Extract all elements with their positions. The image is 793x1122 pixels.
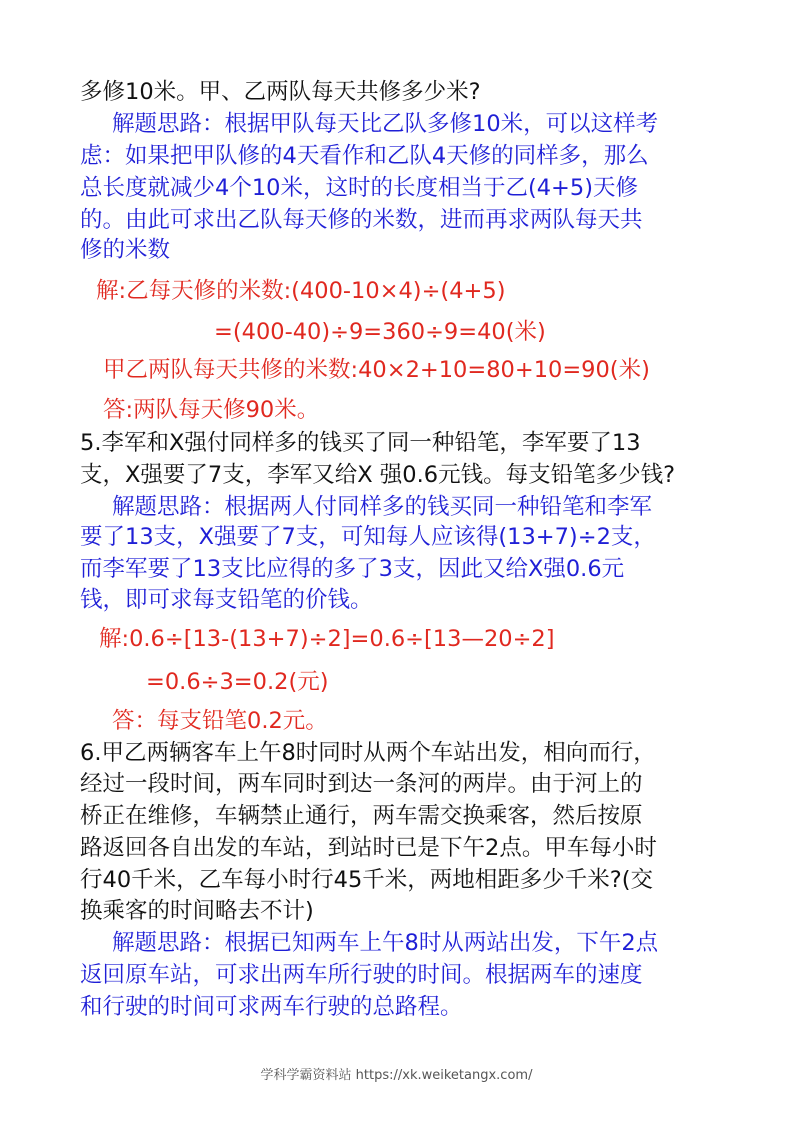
solution-line-5: =0.6÷3=0.2(元) — [146, 669, 329, 695]
question-6-line-2: 经过一段时间，两车同时到达一条河的两岸。由于河上的 — [80, 771, 643, 797]
question-6-line-1: 6.甲乙两辆客车上午8时同时从两个车站出发，相向而行， — [80, 740, 656, 766]
text-line-7: 解题思路：根据两人付同样多的钱买同一种铅笔和李军 — [112, 494, 653, 520]
answer-line-2: 答：每支铅笔0.2元。 — [112, 708, 328, 734]
text-line-2: 解题思路：根据甲队每天比乙队多修10米，可以这样考 — [112, 111, 659, 137]
question-6-line-6: 换乘客的时间略去不计) — [80, 898, 314, 924]
question-6-line-4: 路返回各自出发的车站，到站时已是下午2点。甲车每小时 — [80, 835, 657, 861]
text-line-4: 总长度就减少4个10米，这时的长度相当于乙(4+5)天修 — [80, 175, 638, 201]
question-6-line-5: 行40千米，乙车每小时行45千米，两地相距多少千米?(交 — [80, 867, 653, 893]
text-line-10: 钱，即可求每支铅笔的价钱。 — [80, 587, 373, 613]
text-line-6: 修的米数 — [80, 237, 171, 263]
text-line-5: 的。由此可求出乙队每天修的米数，进而再求两队每天共 — [80, 207, 643, 233]
question-6-line-3: 桥正在维修，车辆禁止通行，两车需交换乘客，然后按原 — [80, 803, 643, 829]
question-5-line-2: 支，X强要了7支，李军又给X 强0.6元钱。每支铅笔多少钱? — [80, 462, 676, 488]
text-line-1: 多修10米。甲、乙两队每天共修多少米? — [80, 79, 481, 105]
solution-line-2: =(400-40)÷9=360÷9=40(米) — [214, 319, 546, 345]
text-line-9: 而李军要了13支比应得的多了3支，因此又给X强0.6元 — [80, 556, 625, 582]
solution-line-4: 解:0.6÷[13-(13+7)÷2]=0.6÷[13—20÷2] — [99, 626, 555, 652]
answer-line-1: 答:两队每天修90米。 — [103, 397, 320, 423]
question-5-line-1: 5.李军和X强付同样多的钱买了同一种铅笔，李军要了13 — [80, 430, 641, 456]
text-line-12: 返回原车站，可求出两车所行驶的时间。根据两车的速度 — [80, 962, 643, 988]
text-line-13: 和行驶的时间可求两车行驶的总路程。 — [80, 994, 463, 1020]
solution-line-3: 甲乙两队每天共修的米数:40×2+10=80+10=90(米) — [103, 357, 650, 383]
text-line-11: 解题思路：根据已知两车上午8时从两站出发，下午2点 — [112, 930, 659, 956]
solution-line-1: 解:乙每天修的米数:(400-10×4)÷(4+5) — [96, 278, 506, 304]
footer-source: 学科学霸资料站 https://xk.weiketangx.com/ — [260, 1068, 533, 1083]
text-line-3: 虑：如果把甲队修的4天看作和乙队4天修的同样多，那么 — [80, 143, 649, 169]
text-line-8: 要了13支，X强要了7支，可知每人应该得(13+7)÷2支， — [80, 524, 656, 550]
